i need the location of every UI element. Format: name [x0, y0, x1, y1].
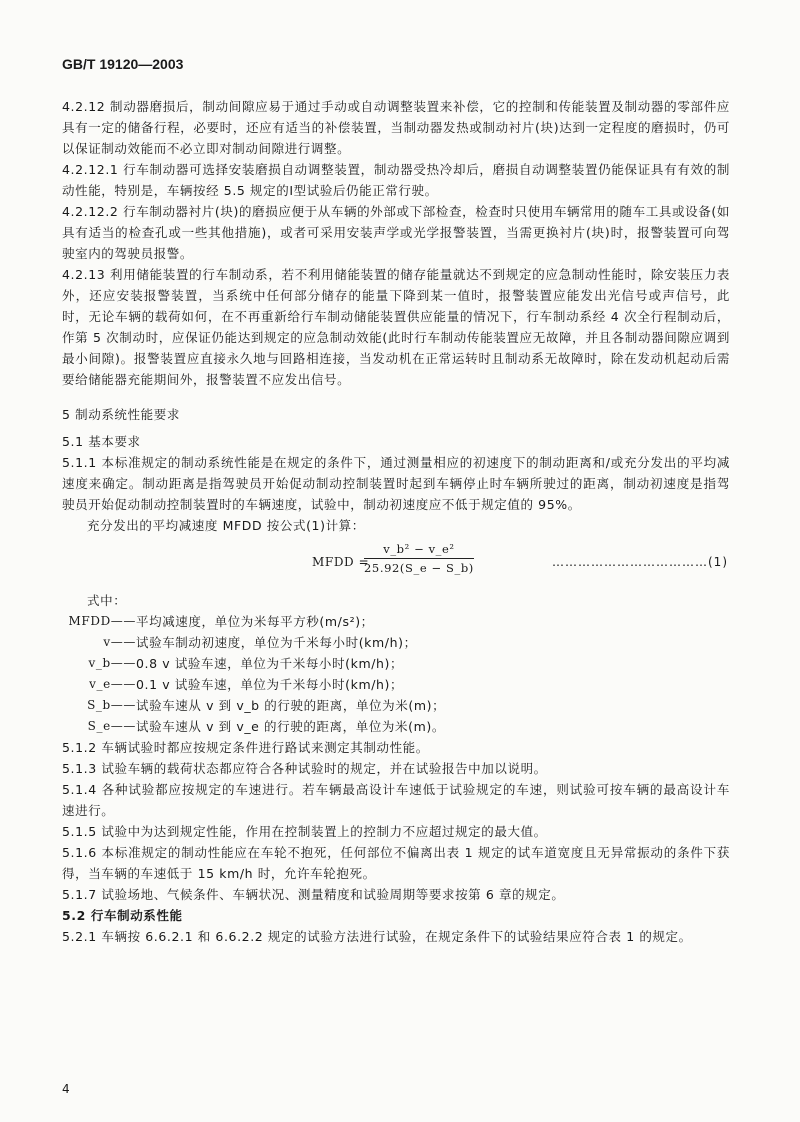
clause-4-2-12-1: 4.2.12.1 行车制动器可选择安装磨损自动调整装置，制动器受热冷却后，磨损自动调整装置仍能保证具有有效的制动性能，特别是，车辆按经 5.5 规定的Ⅰ型试验后仍能正常行驶。: [62, 162, 730, 198]
definition-text: 0.8 v 试验车速，单位为千米每小时(km/h)；: [136, 656, 404, 671]
definition-text: 0.1 v 试验车速，单位为千米每小时(km/h)；: [136, 677, 404, 692]
mfdd-intro: 充分发出的平均减速度 MFDD 按公式(1)计算：: [87, 518, 365, 533]
mfdd-formula: [62, 538, 730, 586]
formula-denominator: 25.92(S_e − S_b): [364, 561, 474, 575]
page-body: [62, 96, 730, 947]
formula-numerator: v_b² − v_e²: [364, 540, 474, 559]
definition-list: [62, 611, 730, 737]
clause-5-1-2: 5.1.2 车辆试验时都应按规定条件进行路试来测定其制动性能。: [62, 740, 429, 755]
definition-symbol: v——: [103, 635, 136, 649]
clause-5-1-5: 5.1.5 试验中为达到规定性能，作用在控制装置上的控制力不应超过规定的最大值。: [62, 824, 547, 839]
clause-4-2-12-2: 4.2.12.2 行车制动器衬片(块)的磨损应便于从车辆的外部或下部检查，检查时只使用车辆常用的随车工具或设备(如具有适当的检查孔或一些其他措施)，或者可采用安装声学或光学报警装置，当需更换衬片(块)时，报警装置可向驾驶室内的驾驶员报警。: [62, 204, 730, 261]
clause-5-1-7: 5.1.7 试验场地、气候条件、车辆状况、测量精度和试验周期等要求按第 6 章的规定。: [62, 887, 565, 902]
definition-symbol: S_e——: [87, 719, 136, 733]
definition-text: 平均减速度，单位为米每平方秒(m/s²)；: [136, 614, 374, 629]
definition-row: [62, 653, 730, 674]
definition-row: [62, 674, 730, 695]
clause-5-1-3: 5.1.3 试验车辆的载荷状态都应符合各种试验时的规定，并在试验报告中加以说明。: [62, 761, 547, 776]
definition-symbol: MFDD——: [68, 614, 136, 628]
definition-row: [62, 716, 730, 737]
section-5-title: 5 制动系统性能要求: [62, 407, 180, 422]
definition-symbol: v_e——: [89, 677, 136, 691]
page-number: 4: [62, 1082, 70, 1096]
definition-row: [62, 611, 730, 632]
definition-text: 试验车速从 v 到 v_b 的行驶的距离，单位为米(m)；: [136, 698, 446, 713]
clause-4-2-13: 4.2.13 利用储能装置的行车制动系，若不利用储能装置的储存能量就达不到规定的应急制动性能时，除安装压力表外，还应安装报警装置，当系统中任何部分储存的能量下降到某一值时，报警装置应能发出光信号或声信号，此时，无论车辆的载荷如何，在不再重新给行车制动储能装置供应能量的情况下，行车制动系经 4 次全行程制动后，作第 5 次制动时，应保证仍能达到规定的应急制动效能(此时行车制动传能装置应无故障，并且各制动器间隙应调到最小间隙)。报警装置应直接永久地与回路相连接，当发动机在正常运转时且制动系无故障时，除在发动机起动后需要给储能器充能期间外，报警装置不应发出信号。: [62, 267, 730, 387]
clause-4-2-12: 4.2.12 制动器磨损后，制动间隙应易于通过手动或自动调整装置来补偿，它的控制和传能装置及制动器的零部件应具有一定的储备行程，必要时，还应有适当的补偿装置，当制动器发热或制动衬片(块)达到一定程度的磨损时，仍可以保证制动效能而不必立即对制动间隙进行调整。: [62, 99, 730, 156]
section-5-1-title: 5.1 基本要求: [62, 434, 141, 449]
clause-5-1-1: 5.1.1 本标准规定的制动系统性能是在规定的条件下，通过测量相应的初速度下的制动距离和/或充分发出的平均减速度来确定。制动距离是指驾驶员开始促动制动控制装置时起到车辆停止时车辆所驶过的距离，制动初速度是指驾驶员开始促动制动控制装置时的车辆速度，试验中，制动初速度应不低于规定值的 95%。: [62, 455, 730, 512]
formula-number: ………………………………(1): [552, 555, 728, 569]
clause-5-1-6: 5.1.6 本标准规定的制动性能应在车轮不抱死，任何部位不偏离出表 1 规定的试车道宽度且无异常振动的条件下获得，当车辆的车速低于 15 km/h 时，允许车轮抱死。: [62, 845, 730, 881]
definition-symbol: v_b——: [88, 656, 136, 670]
definition-row: [62, 632, 730, 653]
definition-text: 试验车制动初速度，单位为千米每小时(km/h)；: [136, 635, 417, 650]
clause-5-2-1: 5.2.1 车辆按 6.6.2.1 和 6.6.2.2 规定的试验方法进行试验，在规定条件下的试验结果应符合表 1 的规定。: [62, 929, 692, 944]
formula-fraction: [364, 540, 474, 577]
definition-symbol: S_b——: [87, 698, 136, 712]
where-label: 式中：: [87, 593, 127, 608]
definition-text: 试验车速从 v 到 v_e 的行驶的距离，单位为米(m)。: [136, 719, 445, 734]
clause-5-1-4: 5.1.4 各种试验都应按规定的车速进行。若车辆最高设计车速低于试验规定的车速，则试验可按车辆的最高设计车速进行。: [62, 782, 730, 818]
standard-code-header: GB/T 19120—2003: [62, 56, 184, 72]
formula-lhs: MFDD =: [312, 555, 370, 569]
section-5-2-title: 5.2 行车制动系性能: [62, 908, 183, 923]
definition-row: [62, 695, 730, 716]
